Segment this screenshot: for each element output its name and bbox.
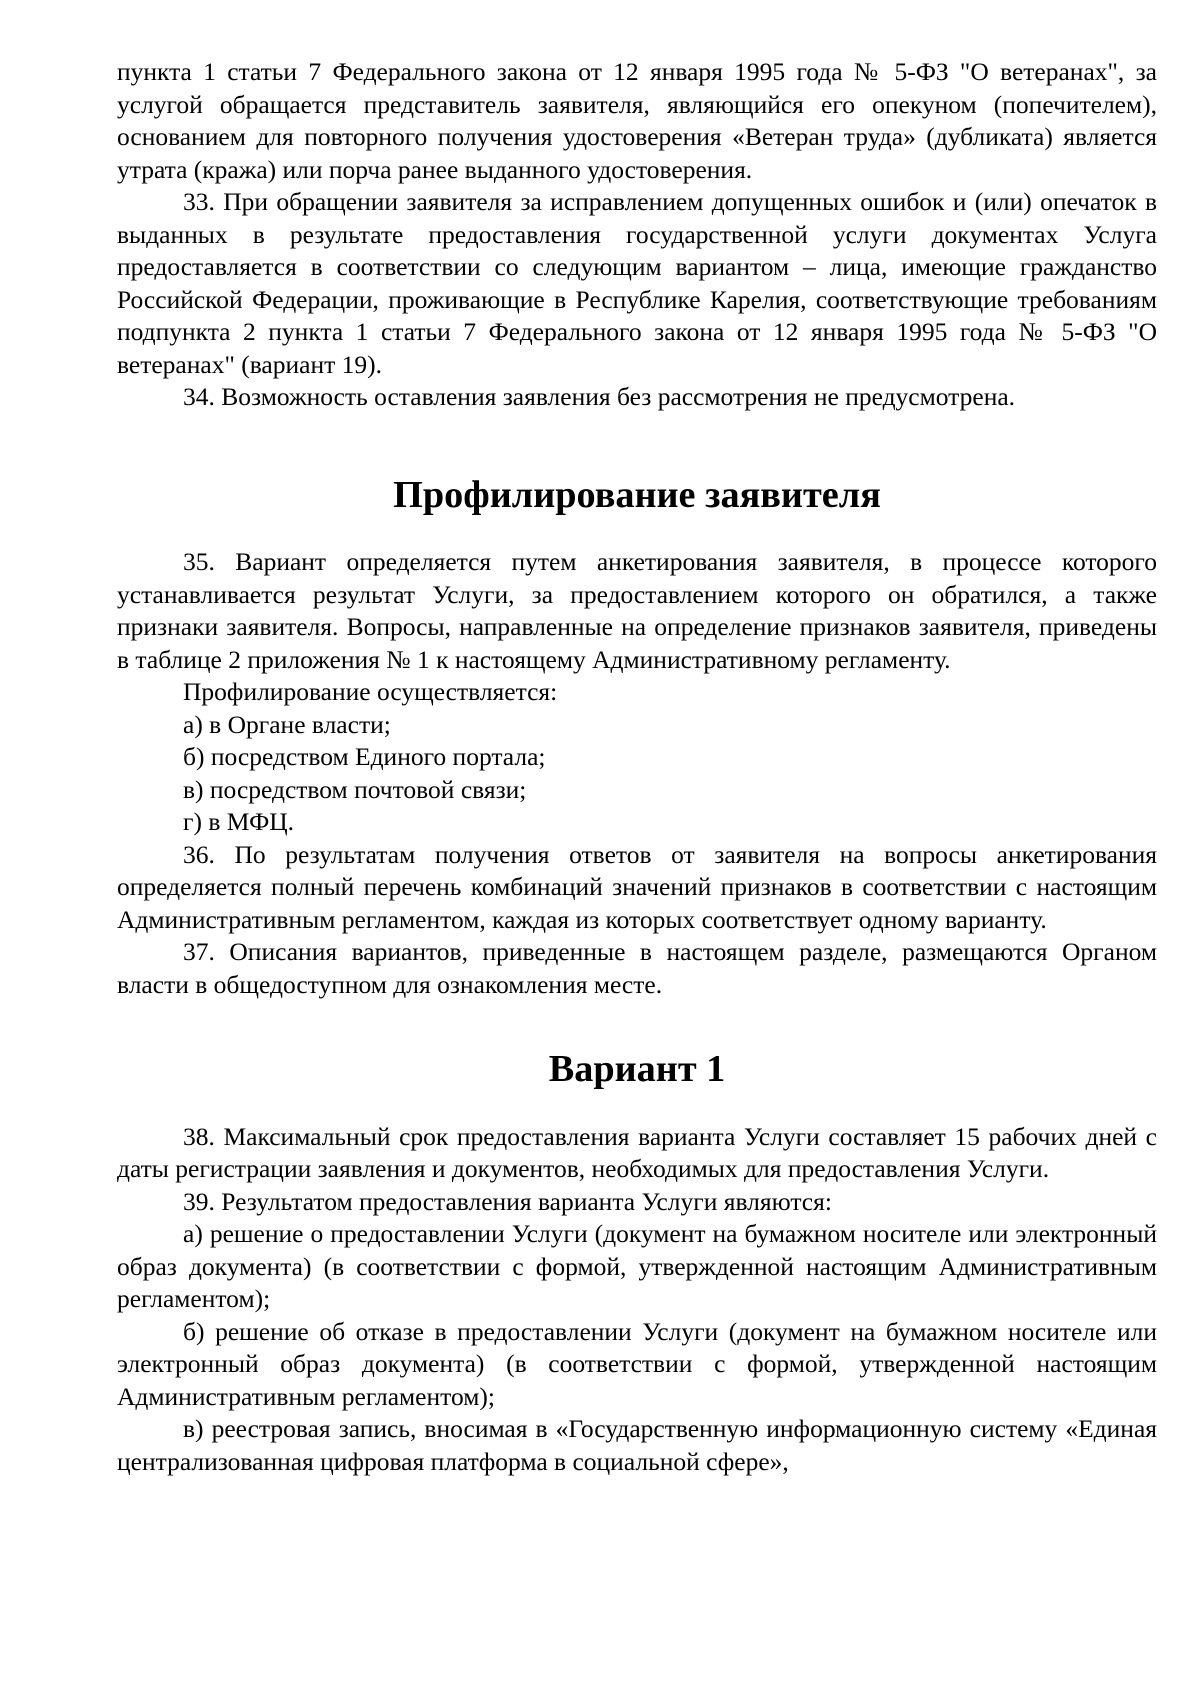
list-item-35-b: б) посредством Единого портала; (183, 742, 546, 771)
list-item-39-c: в) реестровая запись, вносимая в «Государственную информационную систему «Единая централизованная цифровая платформа в социальной сфере», (117, 1414, 1157, 1476)
paragraph-36: 36. По результатам получения ответов от заявителя на вопросы анкетирования определяется полный перечень комбинаций значений признаков в соответствии с настоящим Административным регламентом, каждая из которых соответствует одному варианту. (117, 839, 1157, 934)
paragraph-37: 37. Описания вариантов, приведенные в настоящем разделе, размещаются Органом власти в общедоступном для ознакомления месте. (117, 937, 1157, 999)
section-heading-variant-1: Вариант 1 (548, 1048, 726, 1090)
paragraph-intro: пункта 1 статьи 7 Федерального закона от 12 января 1995 года № 5-ФЗ "О ветеранах", за услугой обращается представитель заявителя, являющийся его опекуном (попечителем), основанием для повторного получения удостоверения «Ветеран труда» (дубликата) является утрата (кража) или порча ранее выданного удостоверения. (117, 57, 1157, 184)
list-item-39-b: б) решение об отказе в предоставлении Услуги (документ на бумажном носителе или электронный образ документа) (в соответствии с формой, утвержденной настоящим Административным регламентом); (117, 1316, 1157, 1411)
list-item-35-c: в) посредством почтовой связи; (183, 774, 527, 804)
section-heading-profiling: Профилирование заявителя (393, 473, 881, 516)
list-item-35-d: г) в МФЦ. (183, 807, 295, 836)
list-item-39-a: а) решение о предоставлении Услуги (документ на бумажном носителе или электронный образ документа) (в соответствии с формой, утвержденной настоящим Административным регламентом); (117, 1219, 1157, 1313)
paragraph-35-lead: Профилирование осуществляется: (183, 677, 558, 706)
paragraph-33: 33. При обращении заявителя за исправлением допущенных ошибок и (или) опечаток в выданных в результате предоставления государственной услуги документах Услуга предоставляется в соответствии со следующим вариантом – лица, имеющие гражданство Российской Федерации, проживающие в Республике Карелия, соответствующие требованиям подпункта 2 пункта 1 статьи 7 Федерального закона от 12 января 1995 года № 5-ФЗ "О ветеранах" (вариант 19). (117, 187, 1157, 379)
paragraph-34: 34. Возможность оставления заявления без рассмотрения не предусмотрена. (183, 382, 1016, 411)
paragraph-35: 35. Вариант определяется путем анкетирования заявителя, в процессе которого устанавливается результат Услуги, за предоставлением которого он обратился, а также признаки заявителя. Вопросы, направленные на определение признаков заявителя, приведены в таблице 2 приложения № 1 к настоящему Административному регламенту. (117, 547, 1157, 674)
paragraph-38: 38. Максимальный срок предоставления варианта Услуги составляет 15 рабочих дней с даты регистрации заявления и документов, необходимых для предоставления Услуги. (117, 1121, 1157, 1183)
document-page (117, 56, 1157, 1478)
list-item-35-a: а) в Органе власти; (183, 709, 391, 739)
paragraph-39: 39. Результатом предоставления варианта Услуги являются: (183, 1186, 832, 1216)
